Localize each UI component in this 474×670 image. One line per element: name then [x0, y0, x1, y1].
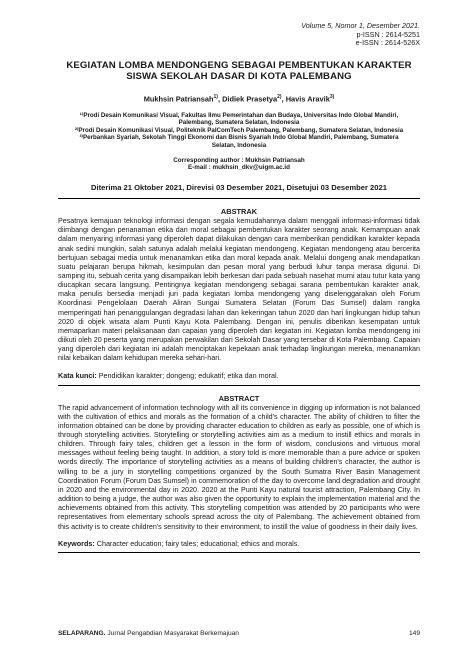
author-name: Havis Aravik [285, 94, 330, 104]
journal-volume: Volume 5, Nomor 1, Desember 2021. [301, 21, 420, 30]
keywords [58, 539, 420, 548]
kata-kunci-label: Kata kunci: [58, 370, 97, 380]
page-footer [58, 630, 420, 637]
author-affil-mark: 1) [213, 94, 218, 101]
journal-pissn: p-ISSN : 2614-5251 [356, 29, 420, 39]
kata-kunci-text: Pendidikan karakter; dongeng; edukatif; etika dan moral. [98, 370, 279, 380]
author-name: Mukhsin Patriansah [143, 94, 214, 104]
paper-title [58, 60, 420, 82]
affiliation-1: ¹⁾Prodi Desain Komunikasi Visual, Fakultas Ilmu Pemerintahan dan Budaya, Universitas Indo Global Mandiri, Palembang, Sumatera Selatan, Indonesia [79, 111, 399, 127]
abstrak-heading: ABSTRAK [220, 207, 258, 217]
page-number: 149 [408, 630, 420, 637]
footer-journal-subtitle: Jurnal Pengabdian Masyarakat Berkemajuan [107, 630, 239, 637]
author-affil-mark: 3) [329, 94, 335, 101]
keywords-label: Keywords: [58, 538, 95, 548]
title-line-1: KEGIATAN LOMBA MENDONGENG SEBAGAI PEMBENTUKAN KARAKTER [66, 59, 412, 71]
author-affil-mark: 2) [277, 94, 282, 101]
divider-rule [58, 385, 420, 386]
author-separator: , [281, 94, 286, 104]
correspondence [58, 157, 420, 172]
footer-journal-name: SELAPARANG. [58, 630, 106, 637]
affiliation-2: ²⁾Prodi Desain Komunikasi Visual, Politeknik PalComTech Palembang, Palembang, Sumatera Selatan, Indonesia [74, 126, 404, 134]
corresponding-email: E-mail : mukhsin_dkv@uigm.ac.id [187, 164, 291, 172]
footer-journal [58, 630, 239, 637]
corresponding-author: Corresponding author : Mukhsin Patriansah [173, 156, 305, 164]
affiliation-3: ³⁾Perbankan Syariah, Sekolah Tinggi Ekonomi dan Bisnis Syariah Indo Global Mandiri, Palembang, Sumatera Selatan, Indonesia [79, 134, 399, 150]
keywords-text: Character education; fairy tales; educational; ethics and morals. [96, 538, 300, 548]
journal-info [58, 22, 420, 48]
kata-kunci [58, 371, 420, 380]
divider-rule [58, 552, 420, 553]
affiliations [58, 112, 420, 150]
author-separator: , [217, 94, 223, 104]
journal-eissn: e-ISSN : 2614-526X [355, 38, 420, 48]
divider-rule [58, 198, 420, 199]
author-list [58, 94, 420, 103]
abstract-heading: ABSTRACT [218, 393, 260, 403]
author-name: Didiek Prasetya [222, 94, 278, 104]
submission-dates: Diterima 21 Oktober 2021, Direvisi 03 Desember 2021, Disetujui 03 Desember 2021 [91, 183, 387, 193]
abstract-text: The rapid advancement of information technology with all its convenience in digging up information is not balanced with the cultivation of ethics and morals as the formation of a child's character. The ability of children to filter the information obtained can be done by providing character education to children as early as possible, one of which is through storytelling activities. Storytelling or storytelling activities aim as a medium to instill ethics and morals in children. Through fairy tales, children get a lesson in the form of wisdom, conclusions and virtuous moral messages without feeling being taught. In addition, a story told is more memorable than a pure advice or spoken words directly. The importance of storytelling activities as a means of building children's character, the author is willing to be a jury in storytelling competitions organized by the South Sumatra River Basin Management Coordination Forum (Forum Das Sumsel) in commemoration of the day to overcome land degradation and drought in 2020 and the environmental day in 2020. 2020 at the Punti Kayu natural tourist attraction, Palembang City. In addition to being a judge, the author was also given the opportunity to explain the implementation material and the achievements obtained from this activity. This storytelling competition was attended by 20 participants who were representatives from elementary schools spread across the city of Palembang. The achievement obtained from this activity is to create children's sensitivity to their environment, to instill the value of goodness in their daily lives. [58, 403, 421, 531]
title-line-2: SISWA SEKOLAH DASAR DI KOTA PALEMBANG [126, 70, 352, 82]
abstrak-text: Pesatnya kemajuan teknologi informasi dengan segala kemudahannya dalam menggali informasi-informasi tidak diimbangi dengan penanaman etika dan moral sebagai pembentukan karakter seorang anak. Kemampuan anak dalam menyaring informasi yang diperoleh dapat dilakukan dengan cara memberikan pendidikan karakter kepada anak sedini mungkin, salah satunya adalah melalui kegiatan mendongeng. Kegiatan mendongeng atau bercerita bertujuan sebagai media untuk menanamkan etika dan moral kepada anak. Melalui dongeng anak mendapatkan suatu pelajaran berupa hikmah, kesimpulan dan pesan moral yang berbudi luhur tanpa merasa digurui. Di samping itu, sebuah cerita yang disampaikan lebih berkesan dari pada sebuah nasehat murni atau tutur kata yang diucapkan secara langsung. Pentingnya kegiatan mendongeng sebagai sarana pembentukan karakter anak, maka penulis bersedia menjadi juri pada kegiatan lomba mendongeng yang diselenggarakan oleh Forum Koordinasi Pengelolaan Daerah Aliran Sungai Sumatera Selatan (Forum Das Sumsel) dalam rangka memperingati hari penanggulangan degradasi lahan dan kekeringan tahun 2020 dan hari lingkungan hidup tahun 2020 di objek wisata alam Punti Kayu Kota Palembang. Dengan ini, penulis diberikan kesempatan untuk memaparkan materi pelaksanaan dan capaian yang diperoleh dari kegiatan ini. Kegiatan lomba mendongeng ini diikuti oleh 20 peserta yang merupakan perwakilan dari Sekolah Dasar yang tersebar di Kota Palembang. Capaian yang diperoleh dari kegiatan ini adalah menciptakan kepekaan anak terhadap lingkungan mereka, menanamkan nilai kebaikan dalam kehidupan mereka sehari-hari. [58, 217, 421, 363]
